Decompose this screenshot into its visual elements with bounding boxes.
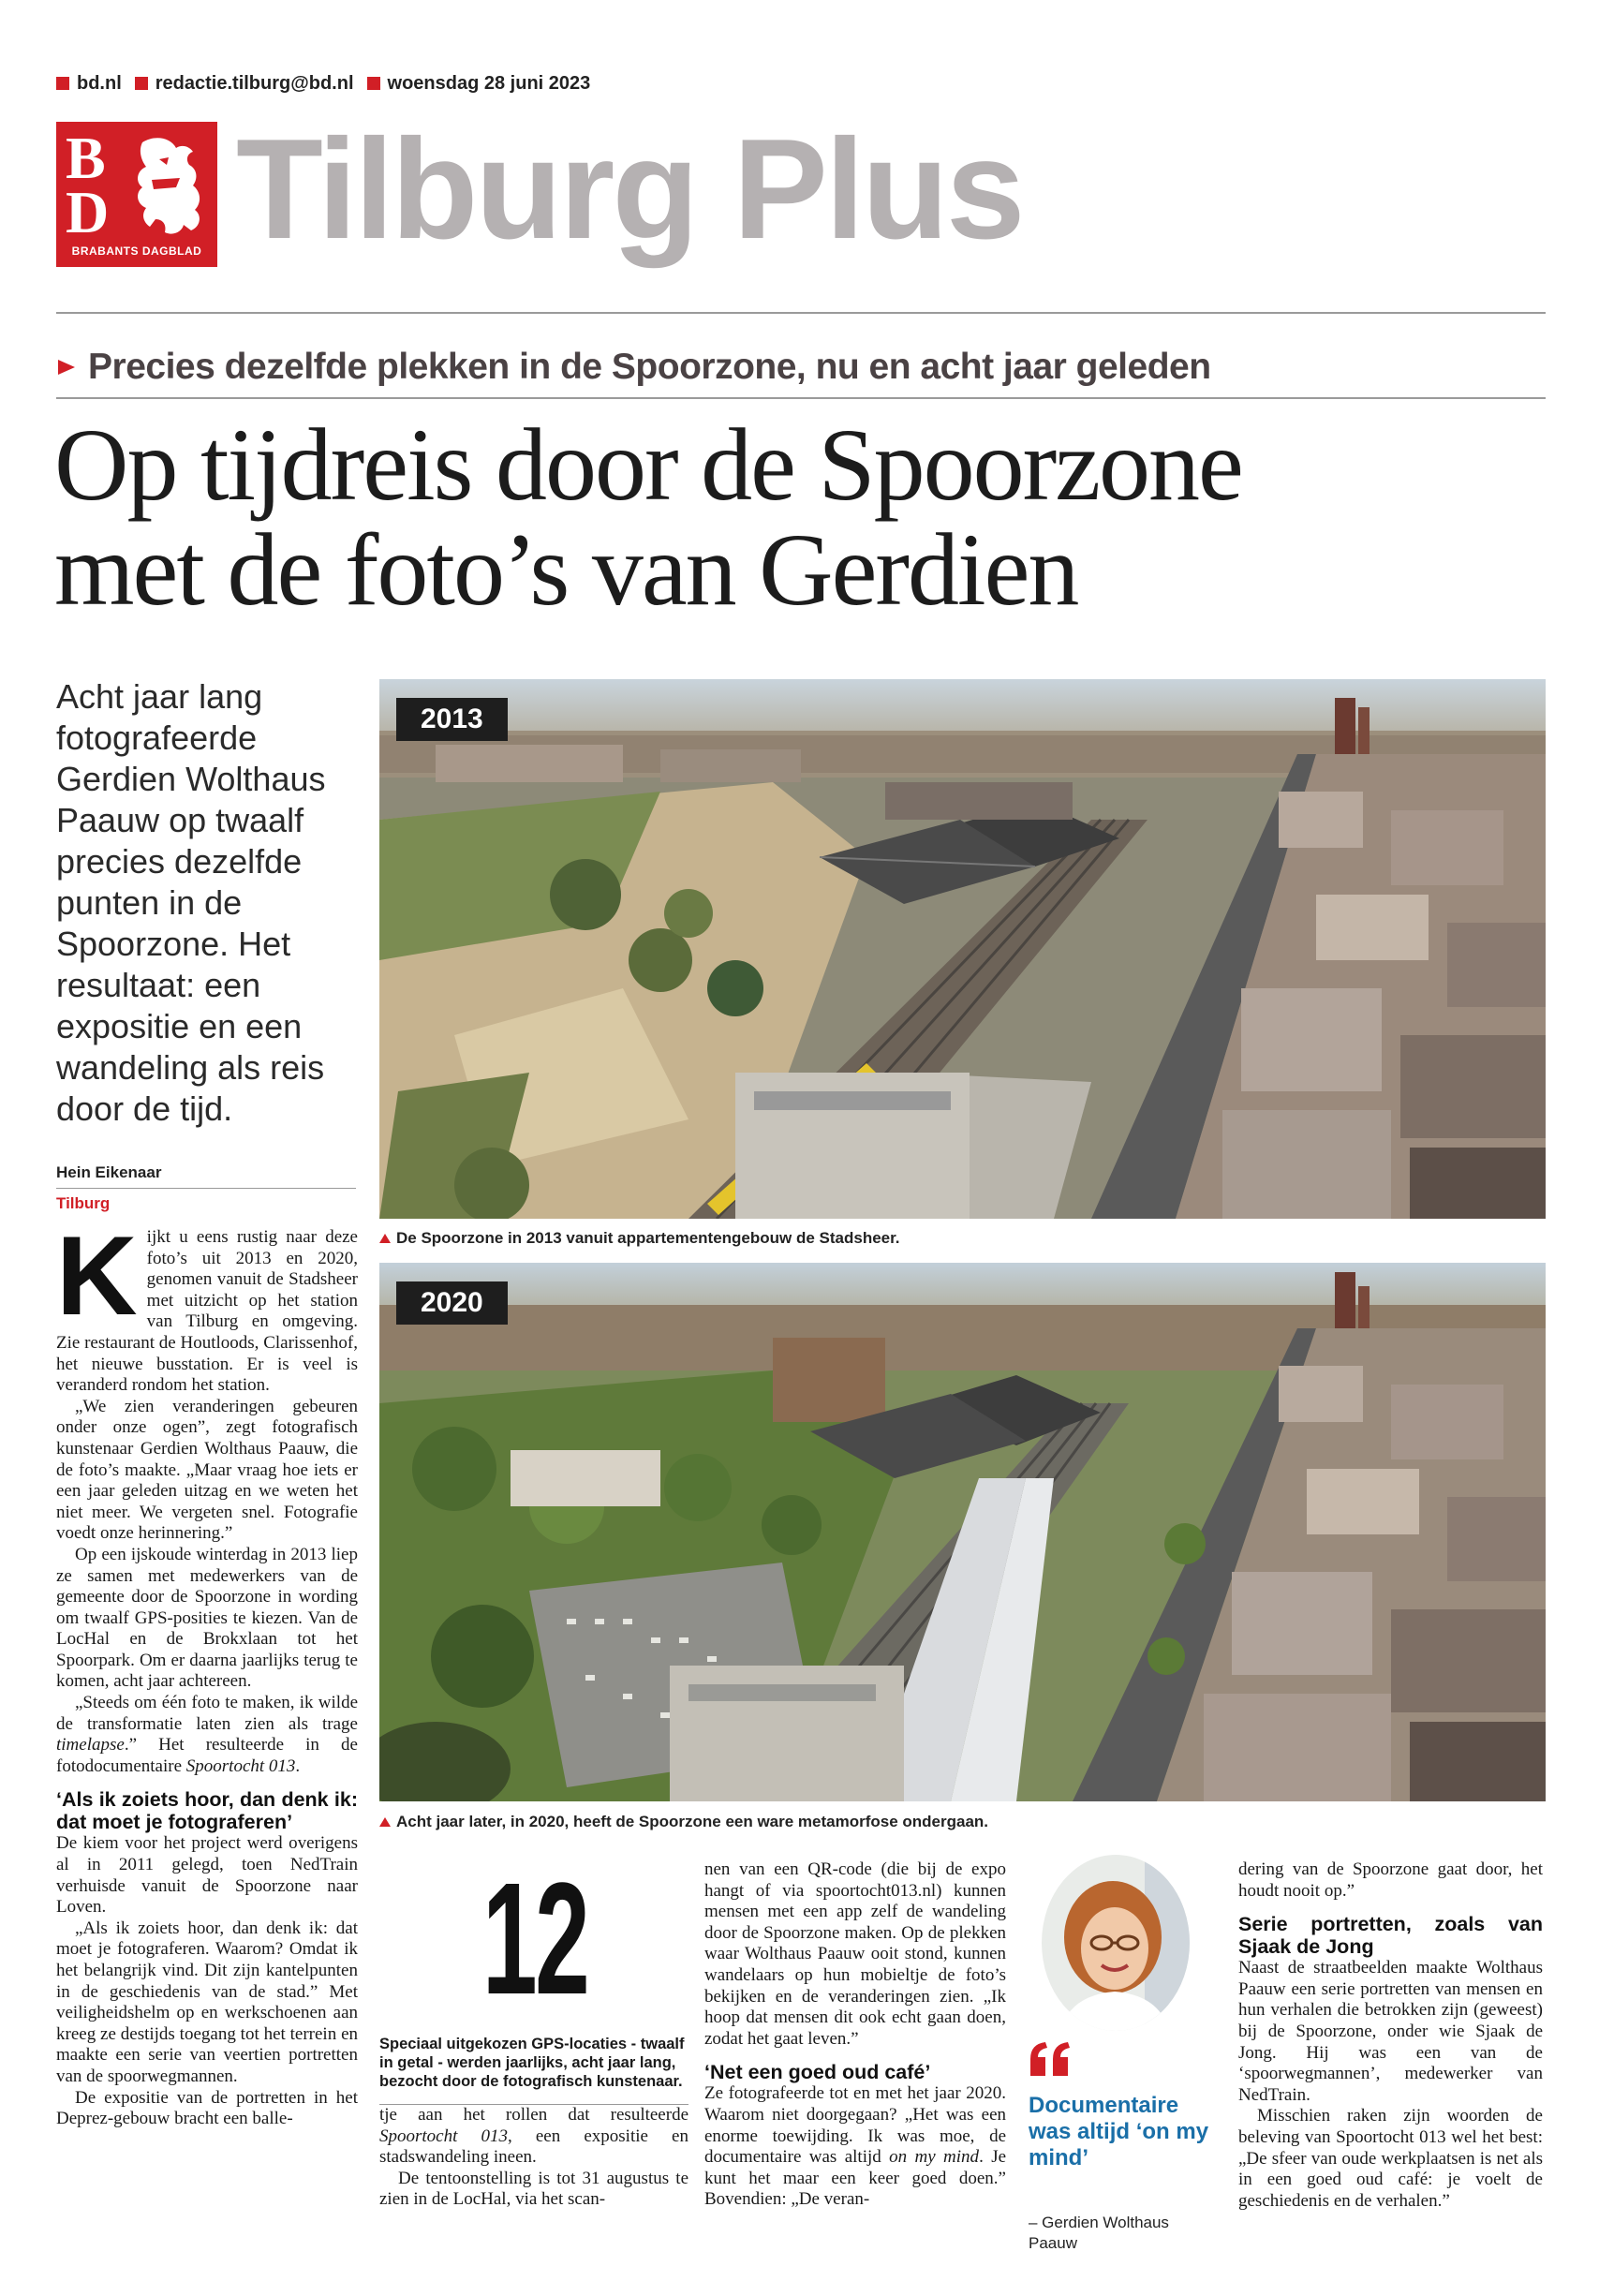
paragraph: „Als ik zoiets hoor, dan denk ik: dat moet je fotograferen. Waarom? Omdat ik het belangrijk vind. Dit zijn kantelpunten in de geschiedenis van de stad.” Met veiligheidshelm op en werkschoenen aan kreeg ze destijds toegang tot het terrein en maakte een serie van veertien portretten van de spoorwegmannen. [56,1918,358,2086]
paragraph: Naast de straatbeelden maakte Wolthaus Paauw een serie portretten van mensen en hun verhalen die betrokken zijn (geweest) bij de Spoorzone, onder wie Sjaak de Jong. Hij was een van de ‘spoorwegmannen’, medewerker van NedTrain. [1238,1958,1543,2105]
intro-text: Acht jaar lang fotografeerde Gerdien Wolthaus Paauw op twaalf precies dezelfde punten in de Spoorzone. Het resultaat: een expositie en een wandeling als reis door de tijd. [56,677,326,1128]
red-square-icon [367,77,380,90]
paragraph: dering van de Spoorzone gaat door, het houdt nooit op.” [1238,1859,1543,1901]
aerial-photo-2013-image [379,679,1546,1219]
caption-2020: Acht jaar later, in 2020, heeft de Spoorzone een ware metamorfose ondergaan. [379,1813,988,1831]
subhead: Serie portretten, zoals van Sjaak de Jong [1238,1913,1543,1959]
paragraph: „Steeds om één foto te maken, ik wilde de transformatie laten zien als trage timelapse.” Het resulteerde in de fotodocumentaire Spoortocht 013. [56,1693,358,1776]
email-link[interactable]: redactie.tilburg@bd.nl [135,73,354,95]
year-badge-2013: 2013 [396,698,508,741]
issue-date: woensdag 28 juni 2023 [367,73,591,95]
masthead-divider [56,312,1546,314]
paragraph: nen van een QR-code (die bij de expo hangt of via spoortocht013.nl) kunnen mensen met een app zelf de wandeling door de Spoorzone maken. Op de plekken waar Wolthaus Paauw ooit stond, kunnen wandelaars op hun mobieltje de foto’s bekijken en de veranderingen zien. „Ik hoop dat mensen dit ook echt gaan doen, zodat het gaat leven.” [704,1859,1006,2049]
drop-cap: K [56,1213,138,1339]
site-link[interactable]: bd.nl [56,73,122,95]
byline [56,1163,356,1213]
caption-triangle-icon [379,1817,391,1827]
paragraph: De tentoonstelling is tot 31 augustus te zien in de LocHal, via het scan- [379,2168,688,2210]
byline-author: Hein Eikenaar [56,1163,356,1189]
aerial-photo-2020-image [379,1263,1546,1801]
factbox-text: Speciaal uitgekozen GPS-locaties - twaalf in getal - werden jaarlijks, acht jaar lang, bezocht door de fotografisch kunstenaar. [379,2035,688,2105]
kicker-text: Precies dezelfde plekken in de Spoorzone, nu en acht jaar geleden [88,347,1211,387]
photo-2020 [379,1263,1546,1801]
top-info-bar [56,71,590,96]
headline [54,407,1553,627]
quote-mark-icon [1029,2040,1072,2078]
caption-2013: De Spoorzone in 2013 vanuit appartementengebouw de Stadsheer. [379,1229,900,1248]
red-square-icon [135,77,148,90]
paragraph: tje aan het rollen dat resulteerde Spoortocht 013, een expositie en stadswandeling ineen. [379,2105,688,2168]
article-column-1 [56,1213,358,2130]
subhead: ‘Als ik zoiets hoor, dan denk ik: dat moet je fotograferen’ [56,1788,358,1834]
portrait-photo [1042,1855,1190,2031]
factbox-number: 12 [482,1850,588,2028]
svg-text:D: D [66,179,110,245]
svg-text:B: B [66,125,106,191]
article-column-3 [704,1859,1006,2211]
article-column-2 [379,2105,688,2211]
headline-line-2: met de foto’s van Gerdien [54,512,1078,627]
year-badge-2020: 2020 [396,1281,508,1325]
paragraph: „We zien veranderingen gebeuren onder onze ogen”, zegt fotografisch kunstenaar Gerdien Wolthaus Paauw, die de foto’s maakte. „Maar vraag hoe iets er een jaar geleden uitzag en we weten het niet meer. We vergeten snel. Fotografie voedt onze herinnering.” [56,1396,358,1544]
photo-2013 [379,679,1546,1219]
section-title: Tilburg Plus [236,110,1023,269]
caption-triangle-icon [379,1234,391,1243]
headline-line-1: Op tijdreis door de Spoorzone [54,407,1242,522]
paragraph: De expositie van de portretten in het Deprez-gebouw bracht een balle- [56,2087,358,2129]
paragraph: Op een ijskoude winterdag in 2013 liep ze samen met medewerkers van de gemeente door de Spoorzone in wording om twaalf GPS-posities te kiezen. Van de LocHal en de Brokxlaan tot het Spoorpark. Om er daarna jaarlijks terug te komen, acht jaar achtereen. [56,1544,358,1692]
pull-quote: Documentaire was altijd ‘on my mind’ [1029,2093,1209,2170]
kicker-divider [56,397,1546,399]
portrait-image [1042,1855,1190,2031]
bd-logo [56,122,217,267]
pull-quote-source: – Gerdien Wolthaus Paauw [1029,2214,1169,2252]
paragraph: ijkt u eens rustig naar deze foto’s uit 2013 en 2020, genomen vanuit de Stadsheer met uitzicht op het station van Tilburg en omgeving. Zie restaurant de Houtloods, Clarissenhof, het nieuwe busstation. Er is veel is veranderd rondom het station. [56,1227,358,1396]
kicker [56,347,1211,388]
article-column-4 [1238,1859,1543,2212]
logo-caption: BRABANTS DAGBLAD [71,244,202,258]
subhead: ‘Net een goed oud café’ [704,2061,931,2084]
red-square-icon [56,77,69,90]
paragraph: De kiem voor het project werd overigens al in 2011 gelegd, toen NedTrain verhuisde vanuit de Spoorzone naar Loven. [56,1833,358,1918]
kicker-arrow-icon [56,357,77,378]
paragraph: Misschien raken zijn woorden de beleving van Spoortocht 013 wel het best: „De sfeer van oude werkplaatsen is net als in een goed oud café: je voelt de geschiedenis en de verhalen.” [1238,2106,1543,2211]
paragraph: Ze fotografeerde tot en met het jaar 2020. Waarom niet doorgegaan? „Het was een enorme toewijding. Ik was moe, de documentaire was altijd on my mind. Je kunt het maar een keer goed doen.” Bovendien: „De veran- [704,2083,1007,2210]
byline-location: Tilburg [56,1194,111,1212]
